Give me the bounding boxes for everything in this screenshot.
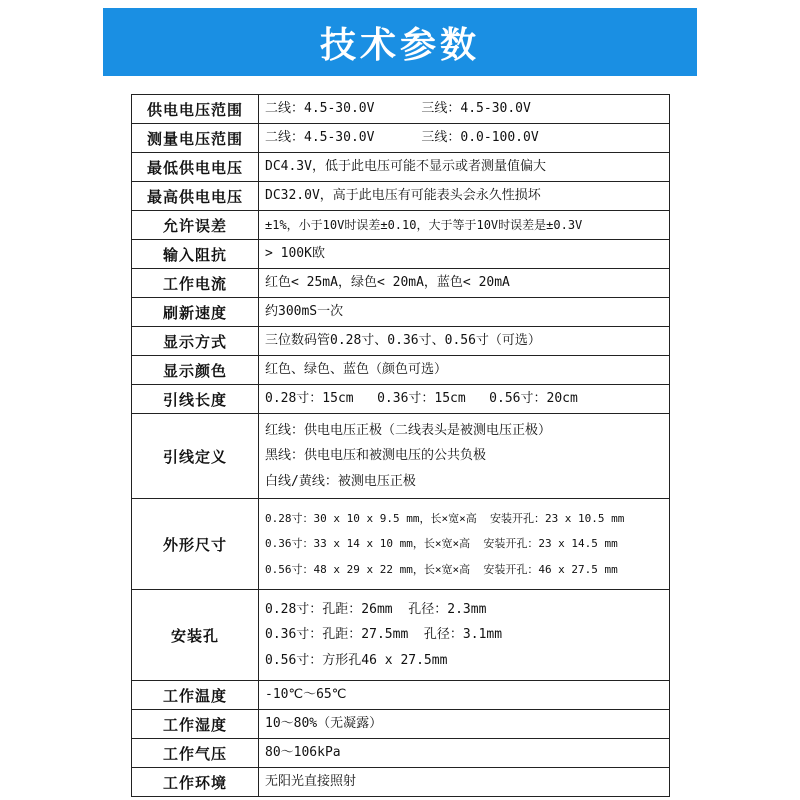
row-value bbox=[259, 153, 670, 182]
value-line: 0.36寸：33 x 14 x 10 mm，长×宽×高 安装开孔：23 x 14.5 mm bbox=[265, 537, 618, 551]
row-value bbox=[259, 327, 670, 356]
value-line: ±1%，小于10V时误差±0.10，大于等于10V时误差是±0.3V bbox=[265, 217, 583, 232]
value-line: DC4.3V，低于此电压可能不显示或者测量值偏大 bbox=[265, 159, 546, 175]
row-label: 工作气压 bbox=[132, 739, 259, 768]
row-label: 供电电压范围 bbox=[132, 95, 259, 124]
table-row bbox=[132, 153, 670, 182]
value-line: 10～80%（无凝露） bbox=[265, 716, 383, 732]
value-line: 约300mS一次 bbox=[265, 304, 344, 320]
value-line: 白线/黄线：被测电压正极 bbox=[265, 473, 416, 489]
row-label: 测量电压范围 bbox=[132, 124, 259, 153]
value-line: 0.56寸：方形孔46 x 27.5mm bbox=[265, 652, 448, 668]
row-value bbox=[259, 414, 670, 499]
value-line: 0.28寸：孔距：26mm 孔径：2.3mm bbox=[265, 601, 487, 617]
row-value bbox=[259, 95, 670, 124]
row-value bbox=[259, 499, 670, 590]
row-value bbox=[259, 356, 670, 385]
row-value bbox=[259, 768, 670, 797]
row-label: 显示颜色 bbox=[132, 356, 259, 385]
row-value bbox=[259, 739, 670, 768]
table-row bbox=[132, 211, 670, 240]
row-value bbox=[259, 124, 670, 153]
row-label: 工作电流 bbox=[132, 269, 259, 298]
title-banner bbox=[103, 8, 697, 76]
value-line: 二线：4.5-30.0V 三线：0.0-100.0V bbox=[265, 130, 539, 146]
row-value bbox=[259, 182, 670, 211]
row-label: 允许误差 bbox=[132, 211, 259, 240]
table-row bbox=[132, 590, 670, 681]
value-line: 0.28寸：30 x 10 x 9.5 mm，长×宽×高 安装开孔：23 x 10.5 mm bbox=[265, 512, 625, 526]
row-label: 引线定义 bbox=[132, 414, 259, 499]
row-label: 输入阻抗 bbox=[132, 240, 259, 269]
value-line: 红色、绿色、蓝色（颜色可选） bbox=[265, 362, 448, 378]
row-value bbox=[259, 298, 670, 327]
table-row bbox=[132, 739, 670, 768]
value-line: 0.36寸：孔距：27.5mm 孔径：3.1mm bbox=[265, 627, 503, 643]
row-value bbox=[259, 240, 670, 269]
table-row bbox=[132, 182, 670, 211]
spec-table bbox=[131, 94, 670, 797]
table-row bbox=[132, 768, 670, 797]
table-row bbox=[132, 385, 670, 414]
row-label: 最高供电电压 bbox=[132, 182, 259, 211]
value-line: -10℃～65℃ bbox=[265, 687, 347, 703]
value-line: > 100K欧 bbox=[265, 246, 325, 262]
value-line: 二线：4.5-30.0V 三线：4.5-30.0V bbox=[265, 101, 531, 117]
value-line: 黑线：供电电压和被测电压的公共负极 bbox=[265, 448, 487, 464]
table-row bbox=[132, 499, 670, 590]
row-label: 工作湿度 bbox=[132, 710, 259, 739]
row-value bbox=[259, 269, 670, 298]
table-row bbox=[132, 298, 670, 327]
value-line: 0.28寸：15cm 0.36寸：15cm 0.56寸：20cm bbox=[265, 391, 578, 407]
row-label: 工作环境 bbox=[132, 768, 259, 797]
row-label: 引线长度 bbox=[132, 385, 259, 414]
table-row bbox=[132, 710, 670, 739]
table-row bbox=[132, 414, 670, 499]
row-label: 工作温度 bbox=[132, 681, 259, 710]
table-row bbox=[132, 356, 670, 385]
value-line: DC32.0V，高于此电压有可能表头会永久性损坏 bbox=[265, 188, 541, 204]
row-value bbox=[259, 590, 670, 681]
value-line: 0.56寸：48 x 29 x 22 mm，长×宽×高 安装开孔：46 x 27.5 mm bbox=[265, 562, 618, 576]
row-label: 最低供电电压 bbox=[132, 153, 259, 182]
row-label: 安装孔 bbox=[132, 590, 259, 681]
row-value bbox=[259, 710, 670, 739]
table-row bbox=[132, 95, 670, 124]
table-row bbox=[132, 681, 670, 710]
value-line: 80～106kPa bbox=[265, 745, 341, 761]
row-value bbox=[259, 681, 670, 710]
value-line: 红色< 25mA，绿色< 20mA，蓝色< 20mA bbox=[265, 275, 510, 291]
row-label: 外形尺寸 bbox=[132, 499, 259, 590]
value-line: 无阳光直接照射 bbox=[265, 774, 357, 790]
row-label: 显示方式 bbox=[132, 327, 259, 356]
value-line: 三位数码管0.28寸、0.36寸、0.56寸（可选） bbox=[265, 333, 541, 349]
table-row bbox=[132, 327, 670, 356]
table-row bbox=[132, 124, 670, 153]
row-value bbox=[259, 385, 670, 414]
row-label: 刷新速度 bbox=[132, 298, 259, 327]
page-title: 技术参数 bbox=[319, 24, 480, 66]
table-row bbox=[132, 269, 670, 298]
value-line: 红线：供电电压正极（二线表头是被测电压正极） bbox=[265, 422, 552, 438]
table-row bbox=[132, 240, 670, 269]
row-value bbox=[259, 211, 670, 240]
